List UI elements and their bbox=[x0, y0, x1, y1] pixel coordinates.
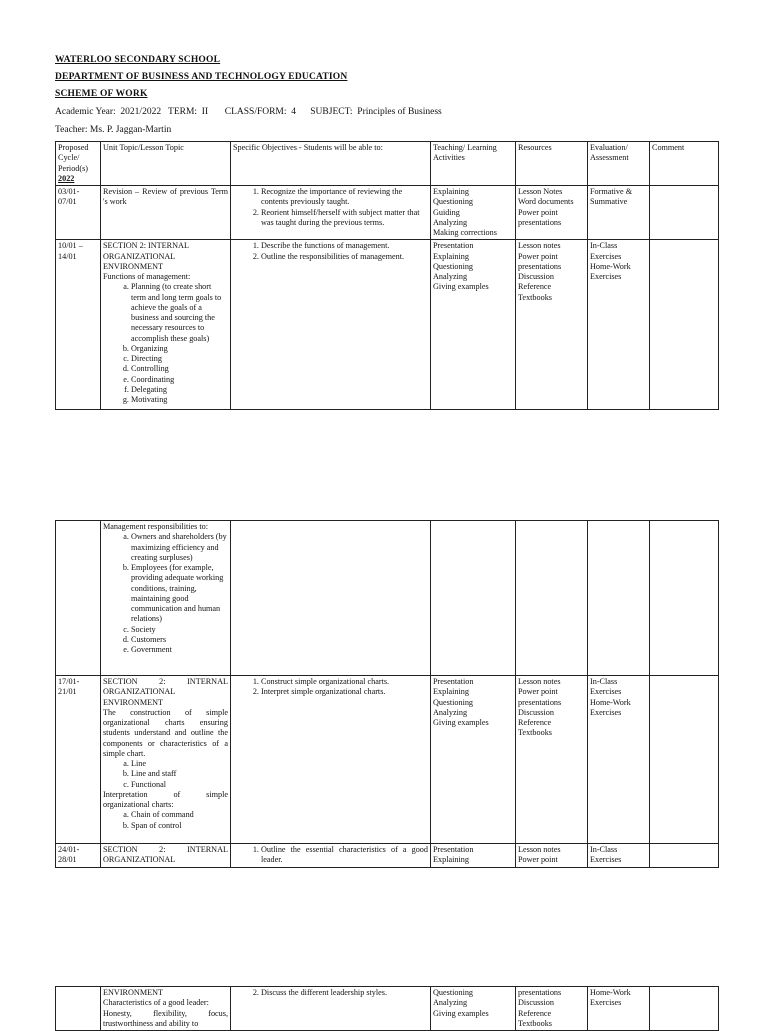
period-cell: 17/01-21/01 bbox=[56, 676, 101, 844]
cell-line: Lesson notes bbox=[518, 677, 561, 686]
period-cell: 03/01-07/01 bbox=[56, 186, 101, 240]
table-row bbox=[56, 676, 719, 844]
cell-line: Explaining bbox=[433, 187, 469, 196]
resources-cell bbox=[516, 521, 588, 676]
activities-cell bbox=[431, 676, 516, 844]
header-resources: Resources bbox=[516, 142, 588, 186]
objective-item: 1. Construct simple organizational charts. bbox=[261, 677, 428, 687]
comment-cell bbox=[650, 521, 719, 676]
cell-line: Giving examples bbox=[433, 1008, 489, 1018]
cell-line: Exercises bbox=[590, 687, 622, 697]
cell-line: Word documents bbox=[518, 197, 574, 207]
topic-cell: Revision – Review of previous Term 's work bbox=[101, 186, 231, 240]
header-objectives: Specific Objectives - Students will be able to: bbox=[231, 142, 431, 186]
cell-line: Textbooks bbox=[518, 292, 552, 302]
cell-line: Exercises bbox=[590, 251, 622, 261]
topic-subheading: Functions of management: bbox=[103, 272, 191, 281]
cell-line: Guiding bbox=[433, 207, 460, 217]
cell-line: Power point bbox=[518, 855, 558, 865]
topic-item: d. Controlling bbox=[131, 364, 228, 374]
cell-line: Formative & bbox=[590, 187, 633, 196]
teacher-line: Teacher: Ms. P. Jaggan-Martin bbox=[55, 125, 172, 135]
topic-item: d. Customers bbox=[131, 635, 228, 645]
cell-line: Textbooks bbox=[518, 728, 552, 738]
objectives-cell bbox=[231, 844, 431, 868]
section-heading: ENVIRONMENT bbox=[103, 988, 164, 997]
cell-line: Presentation bbox=[433, 845, 474, 854]
topic-item: c. Directing bbox=[131, 354, 228, 364]
cell-line: Analyzing bbox=[433, 707, 468, 717]
objectives-cell bbox=[231, 676, 431, 844]
cell-line: Power point bbox=[518, 251, 558, 261]
topic-paragraph: Honesty, flexibility, focus, trustworthiness and ability to bbox=[103, 1008, 228, 1028]
cell-line: presentations bbox=[518, 261, 562, 271]
cell-line: Lesson notes bbox=[518, 845, 561, 854]
topic-item: a. Owners and shareholders (by maximizing efficiency and creating surpluses) bbox=[131, 532, 228, 563]
section-heading: SECTION 2: INTERNAL ORGANIZATIONAL ENVIRONMENT bbox=[103, 241, 189, 271]
topic-paragraph: Interpretation of simple organizational charts: bbox=[103, 789, 228, 809]
objectives-cell bbox=[231, 186, 431, 240]
evaluation-cell bbox=[588, 844, 650, 868]
cell-line: Summative bbox=[590, 197, 628, 207]
header-activities: Teaching/ Learning Activities bbox=[431, 142, 516, 186]
cell-line: Home-Work bbox=[590, 261, 631, 271]
cell-line: Reference bbox=[518, 718, 552, 727]
cell-line: Analyzing bbox=[433, 998, 468, 1008]
cell-line: In-Class bbox=[590, 845, 618, 854]
cell-line: Explaining bbox=[433, 251, 469, 261]
topic-subheading: Management responsibilities to: bbox=[103, 522, 209, 531]
cell-line: Exercises bbox=[590, 998, 622, 1008]
table-row bbox=[56, 186, 719, 240]
cell-line: Giving examples bbox=[433, 282, 489, 292]
scheme-table-page-2 bbox=[55, 520, 719, 868]
topic-item: c. Functional bbox=[131, 780, 228, 790]
scheme-table-page-1 bbox=[55, 141, 719, 410]
school-name: WATERLOO SECONDARY SCHOOL bbox=[55, 55, 221, 65]
table-row bbox=[56, 240, 719, 410]
activities-cell bbox=[431, 844, 516, 868]
cell-line: Home-Work bbox=[590, 697, 631, 707]
cell-line: Questioning bbox=[433, 697, 474, 707]
activities-cell bbox=[431, 186, 516, 240]
cell-line: Presentation bbox=[433, 677, 474, 686]
department-name: DEPARTMENT OF BUSINESS AND TECHNOLOGY EDUCATION bbox=[55, 72, 348, 82]
objective-item: 2. Reorient himself/herself with subject matter that was taught during the previous terms. bbox=[261, 208, 428, 229]
topic-cell: SECTION 2: INTERNAL ORGANIZATIONAL bbox=[101, 844, 231, 868]
topic-cell bbox=[101, 521, 231, 676]
cell-line: Home-Work bbox=[590, 988, 631, 997]
scheme-table-page-3 bbox=[55, 986, 719, 1031]
cell-line: Exercises bbox=[590, 272, 622, 281]
cell-line: Discussion bbox=[518, 272, 554, 281]
cell-line: Giving examples bbox=[433, 718, 489, 727]
activities-cell bbox=[431, 240, 516, 410]
topic-item: b. Line and staff bbox=[131, 769, 228, 779]
cell-line: Questioning bbox=[433, 988, 474, 997]
evaluation-cell bbox=[588, 240, 650, 410]
cell-line: Questioning bbox=[433, 261, 474, 271]
header-comment: Comment bbox=[650, 142, 719, 186]
topic-item: f. Delegating bbox=[131, 385, 228, 395]
document-title: SCHEME OF WORK bbox=[55, 89, 148, 99]
topic-subheading: Characteristics of a good leader: bbox=[103, 998, 209, 1008]
topic-item: b. Organizing bbox=[131, 344, 228, 354]
cell-line: Exercises bbox=[590, 855, 622, 865]
activities-cell bbox=[431, 521, 516, 676]
cell-line: Analyzing bbox=[433, 217, 468, 227]
header-evaluation: Evaluation/ Assessment bbox=[588, 142, 650, 186]
cell-line: Textbooks bbox=[518, 1018, 552, 1028]
topic-item: e. Government bbox=[131, 645, 228, 655]
resources-cell bbox=[516, 240, 588, 410]
cell-line: Discussion bbox=[518, 707, 554, 717]
comment-cell bbox=[650, 240, 719, 410]
cell-line: Lesson notes bbox=[518, 241, 561, 251]
comment-cell bbox=[650, 186, 719, 240]
topic-paragraph: The construction of simple organizational charts ensuring students understand and outline the components or characteristics of a simple chart. bbox=[103, 707, 228, 758]
header-topic: Unit Topic/Lesson Topic bbox=[101, 142, 231, 186]
header-period: Proposed Cycle/ Period(s) 2022 bbox=[56, 142, 101, 186]
topic-item: b. Employees (for example, providing adequate working conditions, training, maintaining good communication and human relations) bbox=[131, 563, 228, 625]
period-cell bbox=[56, 521, 101, 676]
topic-item: c. Society bbox=[131, 625, 228, 635]
objective-item: 1. Describe the functions of management. bbox=[261, 241, 428, 251]
table-row bbox=[56, 844, 719, 868]
objectives-cell bbox=[231, 521, 431, 676]
cell-line: Discussion bbox=[518, 998, 554, 1008]
cell-line: presentations bbox=[518, 988, 562, 997]
evaluation-cell bbox=[588, 521, 650, 676]
objective-item: 2. Interpret simple organizational charts. bbox=[261, 687, 428, 697]
evaluation-cell bbox=[588, 186, 650, 240]
cell-line: Making corrections bbox=[433, 228, 497, 237]
cell-line: Analyzing bbox=[433, 272, 468, 281]
topic-item: a. Planning (to create short term and long term goals to achieve the goals of a business and sourcing the necessary resources to accomplish these goals) bbox=[131, 282, 228, 344]
comment-cell bbox=[650, 844, 719, 868]
section-heading: SECTION 2: INTERNAL ORGANIZATIONAL ENVIRONMENT bbox=[103, 677, 228, 707]
cell-line: Power point presentations bbox=[518, 207, 562, 227]
cell-line: Explaining bbox=[433, 855, 469, 865]
objective-item: 1. Recognize the importance of reviewing the contents previously taught. bbox=[261, 187, 428, 208]
comment-cell bbox=[650, 676, 719, 844]
objective-item: 1. Outline the essential characteristics of a good leader. bbox=[261, 845, 428, 866]
resources-cell bbox=[516, 676, 588, 844]
topic-item: b. Span of control bbox=[131, 821, 228, 831]
topic-item: e. Coordinating bbox=[131, 375, 228, 385]
resources-cell bbox=[516, 844, 588, 868]
objective-item: 2. Outline the responsibilities of management. bbox=[261, 252, 428, 262]
evaluation-cell bbox=[588, 676, 650, 844]
table-row bbox=[56, 521, 719, 676]
cell-line: In-Class bbox=[590, 241, 618, 251]
cell-line: presentations bbox=[518, 697, 562, 707]
cell-line: Lesson Notes bbox=[518, 187, 563, 196]
topic-cell bbox=[101, 676, 231, 844]
topic-cell bbox=[101, 240, 231, 410]
cell-line: Power point bbox=[518, 687, 558, 697]
topic-item: g. Motivating bbox=[131, 395, 228, 405]
cell-line: Questioning bbox=[433, 197, 474, 207]
header-row bbox=[56, 142, 719, 186]
period-cell: 24/01-28/01 bbox=[56, 844, 101, 868]
resources-cell bbox=[516, 186, 588, 240]
cell-line: Reference bbox=[518, 1008, 552, 1018]
cell-line: In-Class bbox=[590, 677, 618, 686]
cell-line: Reference bbox=[518, 282, 552, 292]
cell-line: Exercises bbox=[590, 707, 622, 717]
topic-item: a. Chain of command bbox=[131, 810, 228, 820]
cell-line: Presentation bbox=[433, 241, 474, 251]
cell-line: Explaining bbox=[433, 687, 469, 697]
academic-meta-line: Academic Year: 2021/2022 TERM: II CLASS/FORM: 4 SUBJECT: Principles of Business bbox=[55, 107, 442, 117]
objective-item: 2. Discuss the different leadership styles. bbox=[261, 988, 428, 998]
topic-item: a. Line bbox=[131, 759, 228, 769]
period-cell: 10/01 – 14/01 bbox=[56, 240, 101, 410]
objectives-cell bbox=[231, 240, 431, 410]
header-year: 2022 bbox=[58, 173, 75, 183]
